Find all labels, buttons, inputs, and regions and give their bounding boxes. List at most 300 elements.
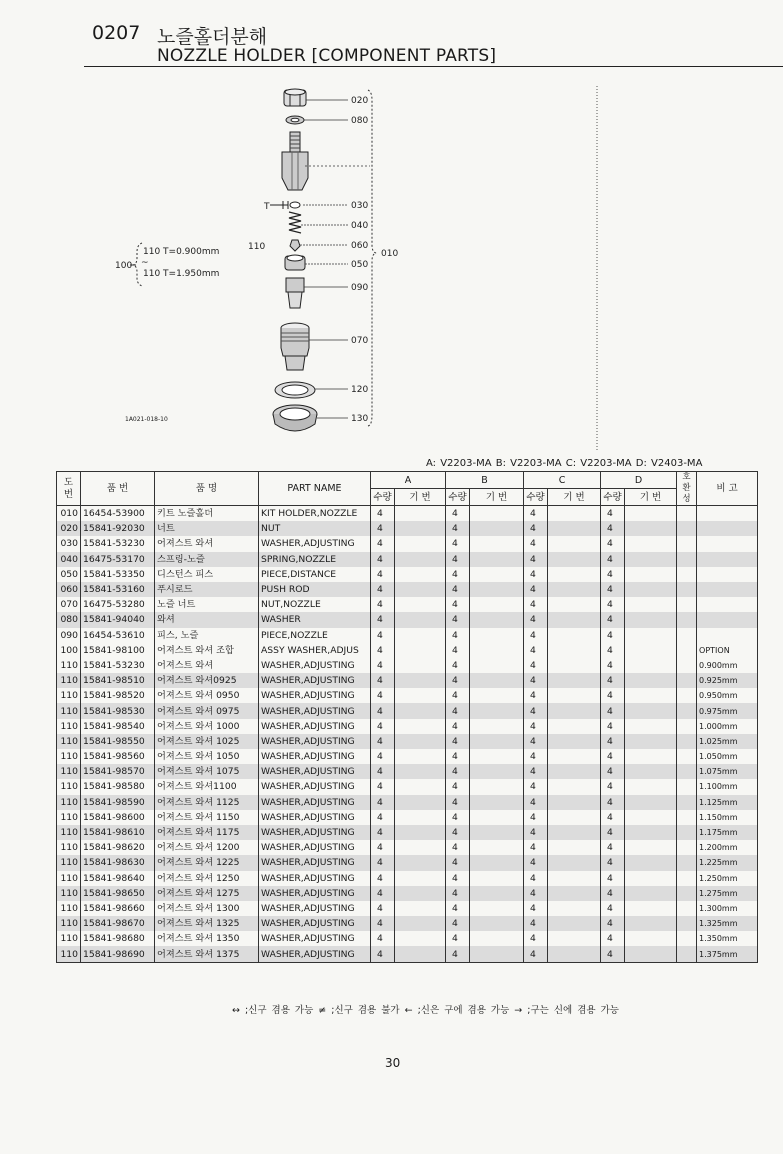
row-qty-d: 4 [601, 916, 625, 931]
row-machine-no-d [625, 734, 677, 749]
row-qty-d: 4 [601, 688, 625, 703]
header-no: 도 번 [57, 472, 81, 506]
row-qty-d: 4 [601, 582, 625, 597]
row-machine-no-d [625, 506, 677, 522]
row-ref-no: 110 [57, 749, 81, 764]
row-part-name: WASHER,ADJUSTING [259, 749, 371, 764]
callout-020: 020 [351, 96, 369, 106]
row-name-korean: 어져스트 와셔 1150 [155, 810, 259, 825]
header-part-name: PART NAME [259, 472, 371, 506]
row-remarks: OPTION [697, 643, 758, 658]
row-qty-d: 4 [601, 749, 625, 764]
row-remarks: 1.100mm [697, 779, 758, 794]
row-ref-no: 110 [57, 946, 81, 962]
row-part-number: 15841-98690 [81, 946, 155, 962]
callout-100: 100 [115, 261, 133, 271]
row-machine-no-b [470, 749, 524, 764]
row-interchange [677, 628, 697, 643]
row-ref-no: 110 [57, 810, 81, 825]
table-row [57, 597, 758, 612]
row-name-korean: 키트 노즐홀더 [155, 506, 259, 522]
row-ref-no: 070 [57, 597, 81, 612]
row-qty-d: 4 [601, 552, 625, 567]
callout-group-010: 010 [381, 249, 399, 259]
row-machine-no-b [470, 658, 524, 673]
row-qty-b: 4 [446, 749, 470, 764]
row-part-name: WASHER,ADJUSTING [259, 855, 371, 870]
row-qty-a: 4 [371, 855, 395, 870]
row-name-korean: 어져스트 와셔 1000 [155, 719, 259, 734]
row-qty-b: 4 [446, 673, 470, 688]
row-machine-no-d [625, 688, 677, 703]
row-machine-no-b [470, 734, 524, 749]
row-name-korean: 어져스트 와셔 1350 [155, 931, 259, 946]
header-qty-a: 수량 [371, 489, 395, 506]
row-qty-b: 4 [446, 597, 470, 612]
row-machine-no-a [395, 719, 446, 734]
table-row [57, 552, 758, 567]
row-machine-no-c [548, 688, 601, 703]
row-remarks [697, 597, 758, 612]
section-title-korean: 노즐홀더분해 [157, 26, 268, 48]
row-remarks: 1.150mm [697, 810, 758, 825]
row-remarks: 1.325mm [697, 916, 758, 931]
row-part-name: WASHER,ADJUSTING [259, 946, 371, 962]
row-interchange [677, 719, 697, 734]
row-machine-no-d [625, 719, 677, 734]
row-qty-a: 4 [371, 719, 395, 734]
row-interchange [677, 946, 697, 962]
row-machine-no-c [548, 536, 601, 551]
row-machine-no-d [625, 582, 677, 597]
row-qty-c: 4 [524, 886, 548, 901]
table-row [57, 810, 758, 825]
row-remarks: 1.050mm [697, 749, 758, 764]
table-row [57, 703, 758, 718]
row-part-name: WASHER,ADJUSTING [259, 658, 371, 673]
row-qty-d: 4 [601, 658, 625, 673]
row-qty-a: 4 [371, 567, 395, 582]
row-name-korean: 어져스트 와셔 1250 [155, 871, 259, 886]
row-part-name: WASHER,ADJUSTING [259, 779, 371, 794]
row-qty-a: 4 [371, 734, 395, 749]
row-machine-no-d [625, 764, 677, 779]
row-machine-no-d [625, 855, 677, 870]
header-machine-no-b: 기 번 [470, 489, 524, 506]
row-machine-no-a [395, 795, 446, 810]
row-ref-no: 060 [57, 582, 81, 597]
row-part-name: WASHER,ADJUSTING [259, 734, 371, 749]
row-name-korean: 노즐 너트 [155, 597, 259, 612]
row-machine-no-a [395, 628, 446, 643]
row-machine-no-b [470, 916, 524, 931]
row-qty-a: 4 [371, 840, 395, 855]
row-qty-d: 4 [601, 855, 625, 870]
group-bracket-010 [368, 90, 376, 426]
callout-050: 050 [351, 260, 369, 270]
row-qty-a: 4 [371, 810, 395, 825]
row-part-number: 15841-98540 [81, 719, 155, 734]
row-qty-d: 4 [601, 536, 625, 551]
row-part-number: 15841-53160 [81, 582, 155, 597]
row-name-korean: 어져스트 와셔 0950 [155, 688, 259, 703]
row-part-number: 16475-53170 [81, 552, 155, 567]
row-ref-no: 100 [57, 643, 81, 658]
row-machine-no-c [548, 871, 601, 886]
row-part-number: 15841-98620 [81, 840, 155, 855]
row-ref-no: 110 [57, 886, 81, 901]
row-qty-c: 4 [524, 779, 548, 794]
washer-080-drawing [286, 116, 304, 124]
row-qty-b: 4 [446, 703, 470, 718]
row-machine-no-c [548, 901, 601, 916]
row-interchange [677, 612, 697, 627]
row-interchange [677, 779, 697, 794]
row-part-number: 15841-98530 [81, 703, 155, 718]
row-part-number: 15841-92030 [81, 521, 155, 536]
section-title-english: NOZZLE HOLDER [COMPONENT PARTS] [157, 46, 497, 66]
row-machine-no-d [625, 597, 677, 612]
row-qty-a: 4 [371, 597, 395, 612]
row-remarks: 0.975mm [697, 703, 758, 718]
table-row [57, 764, 758, 779]
header-machine-no-c: 기 번 [548, 489, 601, 506]
row-machine-no-c [548, 521, 601, 536]
row-machine-no-a [395, 931, 446, 946]
table-row [57, 795, 758, 810]
row-qty-c: 4 [524, 536, 548, 551]
row-machine-no-b [470, 855, 524, 870]
row-machine-no-a [395, 901, 446, 916]
row-part-name: WASHER,ADJUSTING [259, 719, 371, 734]
row-machine-no-d [625, 536, 677, 551]
row-machine-no-d [625, 658, 677, 673]
row-part-name: SPRING,NOZZLE [259, 552, 371, 567]
row-machine-no-c [548, 643, 601, 658]
row-name-korean: 스프링-노즐 [155, 552, 259, 567]
table-row [57, 582, 758, 597]
row-part-number: 15841-98570 [81, 764, 155, 779]
row-machine-no-b [470, 779, 524, 794]
row-part-number: 15841-98100 [81, 643, 155, 658]
row-name-korean: 어져스트 와셔0925 [155, 673, 259, 688]
row-name-korean: 디스턴스 피스 [155, 567, 259, 582]
row-machine-no-a [395, 749, 446, 764]
row-qty-a: 4 [371, 916, 395, 931]
header-group-b: B [446, 472, 524, 489]
row-machine-no-a [395, 886, 446, 901]
option-range-end: 110 T=1.950mm [143, 269, 220, 279]
interchangeability-legend: ↔ ;신구 겸용 가능 ≠ ;신구 겸용 불가 ← ;신은 구에 겸용 가능 → ;구는 신에 겸용 가능 [232, 1005, 619, 1016]
row-remarks: 1.125mm [697, 795, 758, 810]
row-remarks: 0.900mm [697, 658, 758, 673]
row-qty-c: 4 [524, 931, 548, 946]
row-machine-no-a [395, 734, 446, 749]
row-qty-d: 4 [601, 521, 625, 536]
row-interchange [677, 855, 697, 870]
row-interchange [677, 521, 697, 536]
row-part-number: 16454-53610 [81, 628, 155, 643]
row-qty-d: 4 [601, 734, 625, 749]
row-machine-no-a [395, 506, 446, 522]
row-part-number: 15841-98610 [81, 825, 155, 840]
row-part-name: WASHER,ADJUSTING [259, 901, 371, 916]
row-qty-b: 4 [446, 582, 470, 597]
row-machine-no-d [625, 886, 677, 901]
row-machine-no-d [625, 840, 677, 855]
row-machine-no-a [395, 567, 446, 582]
row-machine-no-b [470, 810, 524, 825]
row-machine-no-c [548, 810, 601, 825]
row-machine-no-c [548, 855, 601, 870]
row-part-name: WASHER,ADJUSTING [259, 810, 371, 825]
row-part-name: WASHER,ADJUSTING [259, 825, 371, 840]
row-part-number: 15841-53230 [81, 536, 155, 551]
row-qty-a: 4 [371, 764, 395, 779]
row-ref-no: 110 [57, 734, 81, 749]
row-interchange [677, 567, 697, 582]
gasket-120-drawing [275, 382, 315, 398]
row-part-number: 15841-98550 [81, 734, 155, 749]
row-machine-no-c [548, 840, 601, 855]
row-machine-no-b [470, 673, 524, 688]
row-qty-a: 4 [371, 643, 395, 658]
row-part-number: 15841-98600 [81, 810, 155, 825]
row-part-number: 15841-53350 [81, 567, 155, 582]
row-qty-d: 4 [601, 597, 625, 612]
row-remarks [697, 612, 758, 627]
row-qty-c: 4 [524, 871, 548, 886]
row-machine-no-a [395, 688, 446, 703]
row-qty-d: 4 [601, 628, 625, 643]
row-machine-no-b [470, 521, 524, 536]
row-qty-c: 4 [524, 506, 548, 522]
header-group-c: C [524, 472, 601, 489]
table-row [57, 855, 758, 870]
table-row [57, 536, 758, 551]
row-machine-no-b [470, 582, 524, 597]
row-machine-no-d [625, 931, 677, 946]
row-machine-no-b [470, 764, 524, 779]
row-part-name: WASHER,ADJUSTING [259, 916, 371, 931]
row-name-korean: 어져스트 와셔 조합 [155, 643, 259, 658]
row-part-name: WASHER,ADJUSTING [259, 931, 371, 946]
row-qty-d: 4 [601, 795, 625, 810]
table-row [57, 840, 758, 855]
row-qty-c: 4 [524, 597, 548, 612]
row-qty-b: 4 [446, 931, 470, 946]
row-qty-c: 4 [524, 734, 548, 749]
row-machine-no-b [470, 901, 524, 916]
row-name-korean: 어져스트 와셔 1375 [155, 946, 259, 962]
row-qty-d: 4 [601, 946, 625, 962]
row-qty-b: 4 [446, 825, 470, 840]
row-remarks: 1.225mm [697, 855, 758, 870]
row-qty-c: 4 [524, 567, 548, 582]
row-machine-no-d [625, 946, 677, 962]
row-part-name: PUSH ROD [259, 582, 371, 597]
row-part-number: 16475-53280 [81, 597, 155, 612]
callout-090: 090 [351, 283, 369, 293]
row-part-number: 15841-98630 [81, 855, 155, 870]
header-name-korean: 품 명 [155, 472, 259, 506]
row-qty-a: 4 [371, 552, 395, 567]
table-row [57, 719, 758, 734]
row-part-name: PIECE,NOZZLE [259, 628, 371, 643]
row-qty-c: 4 [524, 946, 548, 962]
row-machine-no-c [548, 597, 601, 612]
row-machine-no-b [470, 643, 524, 658]
row-interchange [677, 764, 697, 779]
header-machine-no-d: 기 번 [625, 489, 677, 506]
row-interchange [677, 597, 697, 612]
callout-070: 070 [351, 336, 369, 346]
row-machine-no-d [625, 916, 677, 931]
row-machine-no-d [625, 643, 677, 658]
row-machine-no-b [470, 612, 524, 627]
row-part-name: WASHER [259, 612, 371, 627]
row-remarks [697, 567, 758, 582]
row-ref-no: 110 [57, 688, 81, 703]
row-remarks: 1.000mm [697, 719, 758, 734]
table-row [57, 658, 758, 673]
row-qty-b: 4 [446, 886, 470, 901]
callout-080: 080 [351, 116, 369, 126]
table-row [57, 946, 758, 962]
row-ref-no: 110 [57, 916, 81, 931]
row-machine-no-c [548, 612, 601, 627]
row-machine-no-a [395, 536, 446, 551]
row-interchange [677, 734, 697, 749]
table-row [57, 521, 758, 536]
table-row [57, 612, 758, 627]
row-ref-no: 110 [57, 719, 81, 734]
row-machine-no-d [625, 749, 677, 764]
row-machine-no-a [395, 825, 446, 840]
row-part-number: 15841-98580 [81, 779, 155, 794]
row-part-number: 15841-98510 [81, 673, 155, 688]
row-qty-b: 4 [446, 855, 470, 870]
row-part-name: PIECE,DISTANCE [259, 567, 371, 582]
row-interchange [677, 871, 697, 886]
table-row [57, 931, 758, 946]
row-qty-b: 4 [446, 795, 470, 810]
row-machine-no-b [470, 825, 524, 840]
row-name-korean: 어져스트 와셔 1325 [155, 916, 259, 931]
row-interchange [677, 658, 697, 673]
row-qty-b: 4 [446, 658, 470, 673]
row-machine-no-c [548, 552, 601, 567]
row-part-number: 16454-53900 [81, 506, 155, 522]
row-qty-a: 4 [371, 901, 395, 916]
row-part-name: KIT HOLDER,NOZZLE [259, 506, 371, 522]
row-qty-a: 4 [371, 506, 395, 522]
row-qty-b: 4 [446, 734, 470, 749]
row-part-number: 15841-53230 [81, 658, 155, 673]
row-ref-no: 110 [57, 901, 81, 916]
row-machine-no-d [625, 612, 677, 627]
row-machine-no-c [548, 506, 601, 522]
table-row [57, 628, 758, 643]
row-ref-no: 050 [57, 567, 81, 582]
row-interchange [677, 931, 697, 946]
seal-130-drawing [273, 405, 317, 431]
row-machine-no-d [625, 628, 677, 643]
row-ref-no: 030 [57, 536, 81, 551]
row-part-name: WASHER,ADJUSTING [259, 536, 371, 551]
row-interchange [677, 795, 697, 810]
table-row [57, 825, 758, 840]
row-qty-c: 4 [524, 658, 548, 673]
row-qty-c: 4 [524, 521, 548, 536]
row-machine-no-b [470, 946, 524, 962]
row-interchange [677, 840, 697, 855]
row-machine-no-a [395, 871, 446, 886]
row-part-number: 15841-94040 [81, 612, 155, 627]
table-row [57, 901, 758, 916]
row-qty-c: 4 [524, 703, 548, 718]
row-machine-no-d [625, 521, 677, 536]
row-machine-no-b [470, 567, 524, 582]
row-ref-no: 110 [57, 840, 81, 855]
row-remarks: 1.375mm [697, 946, 758, 962]
header-qty-c: 수량 [524, 489, 548, 506]
callout-130: 130 [351, 414, 369, 424]
row-qty-c: 4 [524, 764, 548, 779]
row-machine-no-a [395, 597, 446, 612]
row-machine-no-b [470, 886, 524, 901]
row-name-korean: 어져스트 와셔1100 [155, 779, 259, 794]
row-machine-no-a [395, 840, 446, 855]
row-machine-no-b [470, 931, 524, 946]
row-machine-no-c [548, 825, 601, 840]
row-machine-no-a [395, 552, 446, 567]
row-interchange [677, 901, 697, 916]
table-row [57, 916, 758, 931]
row-interchange [677, 749, 697, 764]
row-qty-b: 4 [446, 628, 470, 643]
distance-piece-050-drawing [285, 255, 305, 270]
row-part-number: 15841-98680 [81, 931, 155, 946]
row-name-korean: 어져스트 와셔 [155, 658, 259, 673]
row-ref-no: 110 [57, 871, 81, 886]
push-rod-060-drawing [290, 240, 300, 251]
row-machine-no-d [625, 552, 677, 567]
row-qty-b: 4 [446, 688, 470, 703]
row-machine-no-d [625, 825, 677, 840]
section-code: 0207 [92, 22, 141, 44]
row-qty-b: 4 [446, 871, 470, 886]
table-row [57, 779, 758, 794]
row-qty-c: 4 [524, 688, 548, 703]
row-qty-c: 4 [524, 840, 548, 855]
row-part-name: WASHER,ADJUSTING [259, 886, 371, 901]
row-remarks [697, 628, 758, 643]
row-machine-no-a [395, 855, 446, 870]
row-qty-d: 4 [601, 764, 625, 779]
row-qty-d: 4 [601, 612, 625, 627]
row-part-name: WASHER,ADJUSTING [259, 840, 371, 855]
row-remarks: 1.200mm [697, 840, 758, 855]
row-part-name: WASHER,ADJUSTING [259, 871, 371, 886]
row-qty-d: 4 [601, 673, 625, 688]
row-part-number: 15841-98590 [81, 795, 155, 810]
row-part-number: 15841-98650 [81, 886, 155, 901]
row-qty-a: 4 [371, 946, 395, 962]
row-machine-no-b [470, 552, 524, 567]
row-part-name: WASHER,ADJUSTING [259, 688, 371, 703]
row-machine-no-c [548, 931, 601, 946]
